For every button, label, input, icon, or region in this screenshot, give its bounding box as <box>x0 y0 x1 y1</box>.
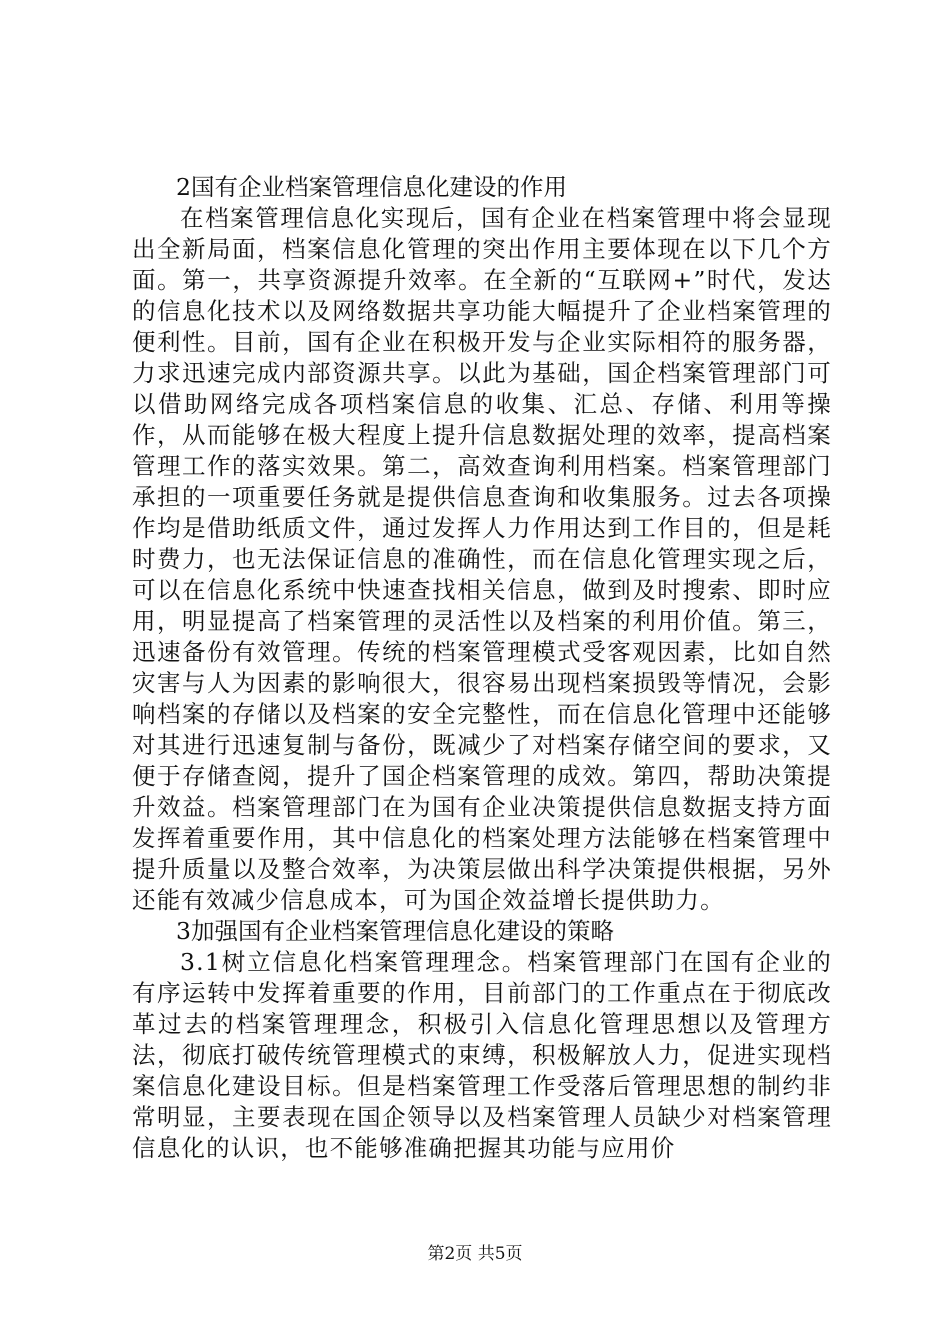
section-3-1-paragraph: 3.1树立信息化档案管理理念。档案管理部门在国有企业的有序运转中发挥着重要的作用，目前部门的工作重点在于彻底改革过去的档案管理理念，积极引入信息化管理思想以及管理方法，彻底打破传统管理模式的束缚，积极解放人力，促进实现档案信息化建设目标。但是档案管理工作受落后管理思想的制约非常明显，主要表现在国企领导以及档案管理人员缺少对档案管理信息化的认识，也不能够准确把握其功能与应用价 <box>132 948 832 1162</box>
section-2-paragraph: 在档案管理信息化实现后，国有企业在档案管理中将会显现出全新局面，档案信息化管理的突出作用主要体现在以下几个方面。第一，共享资源提升效率。在全新的“互联网+”时代，发达的信息化技术以及网络数据共享功能大幅提升了企业档案管理的便利性。目前，国有企业在积极开发与企业实际相符的服务器，力求迅速完成内部资源共享。以此为基础，国企档案管理部门可以借助网络完成各项档案信息的收集、汇总、存储、利用等操作，从而能够在极大程度上提升信息数据处理的效率，提高档案管理工作的落实效果。第二，高效查询利用档案。档案管理部门承担的一项重要任务就是提供信息查询和收集服务。过去各项操作均是借助纸质文件，通过发挥人力作用达到工作目的，但是耗时费力，也无法保证信息的准确性，而在信息化管理实现之后，可以在信息化系统中快速查找相关信息，做到及时搜索、即时应用，明显提高了档案管理的灵活性以及档案的利用价值。第三，迅速备份有效管理。传统的档案管理模式受客观因素，比如自然灾害与人为因素的影响很大，很容易出现档案损毁等情况，会影响档案的存储以及档案的安全完整性，而在信息化管理中还能够对其进行迅速复制与备份，既减少了对档案存储空间的要求，又便于存储查阅，提升了国企档案管理的成效。第四，帮助决策提升效益。档案管理部门在为国有企业决策提供信息数据支持方面发挥着重要作用，其中信息化的档案处理方法能够在档案管理中提升质量以及整合效率，为决策层做出科学决策提供根据，另外还能有效减少信息成本，可为国企效益增长提供助力。 <box>132 204 832 914</box>
section-3-heading: 3加强国有企业档案管理信息化建设的策略 <box>176 917 614 945</box>
document-body <box>132 172 832 1164</box>
section-2-heading: 2国有企业档案管理信息化建设的作用 <box>176 173 567 201</box>
page-number-footer: 第2页 共5页 <box>427 1244 523 1264</box>
